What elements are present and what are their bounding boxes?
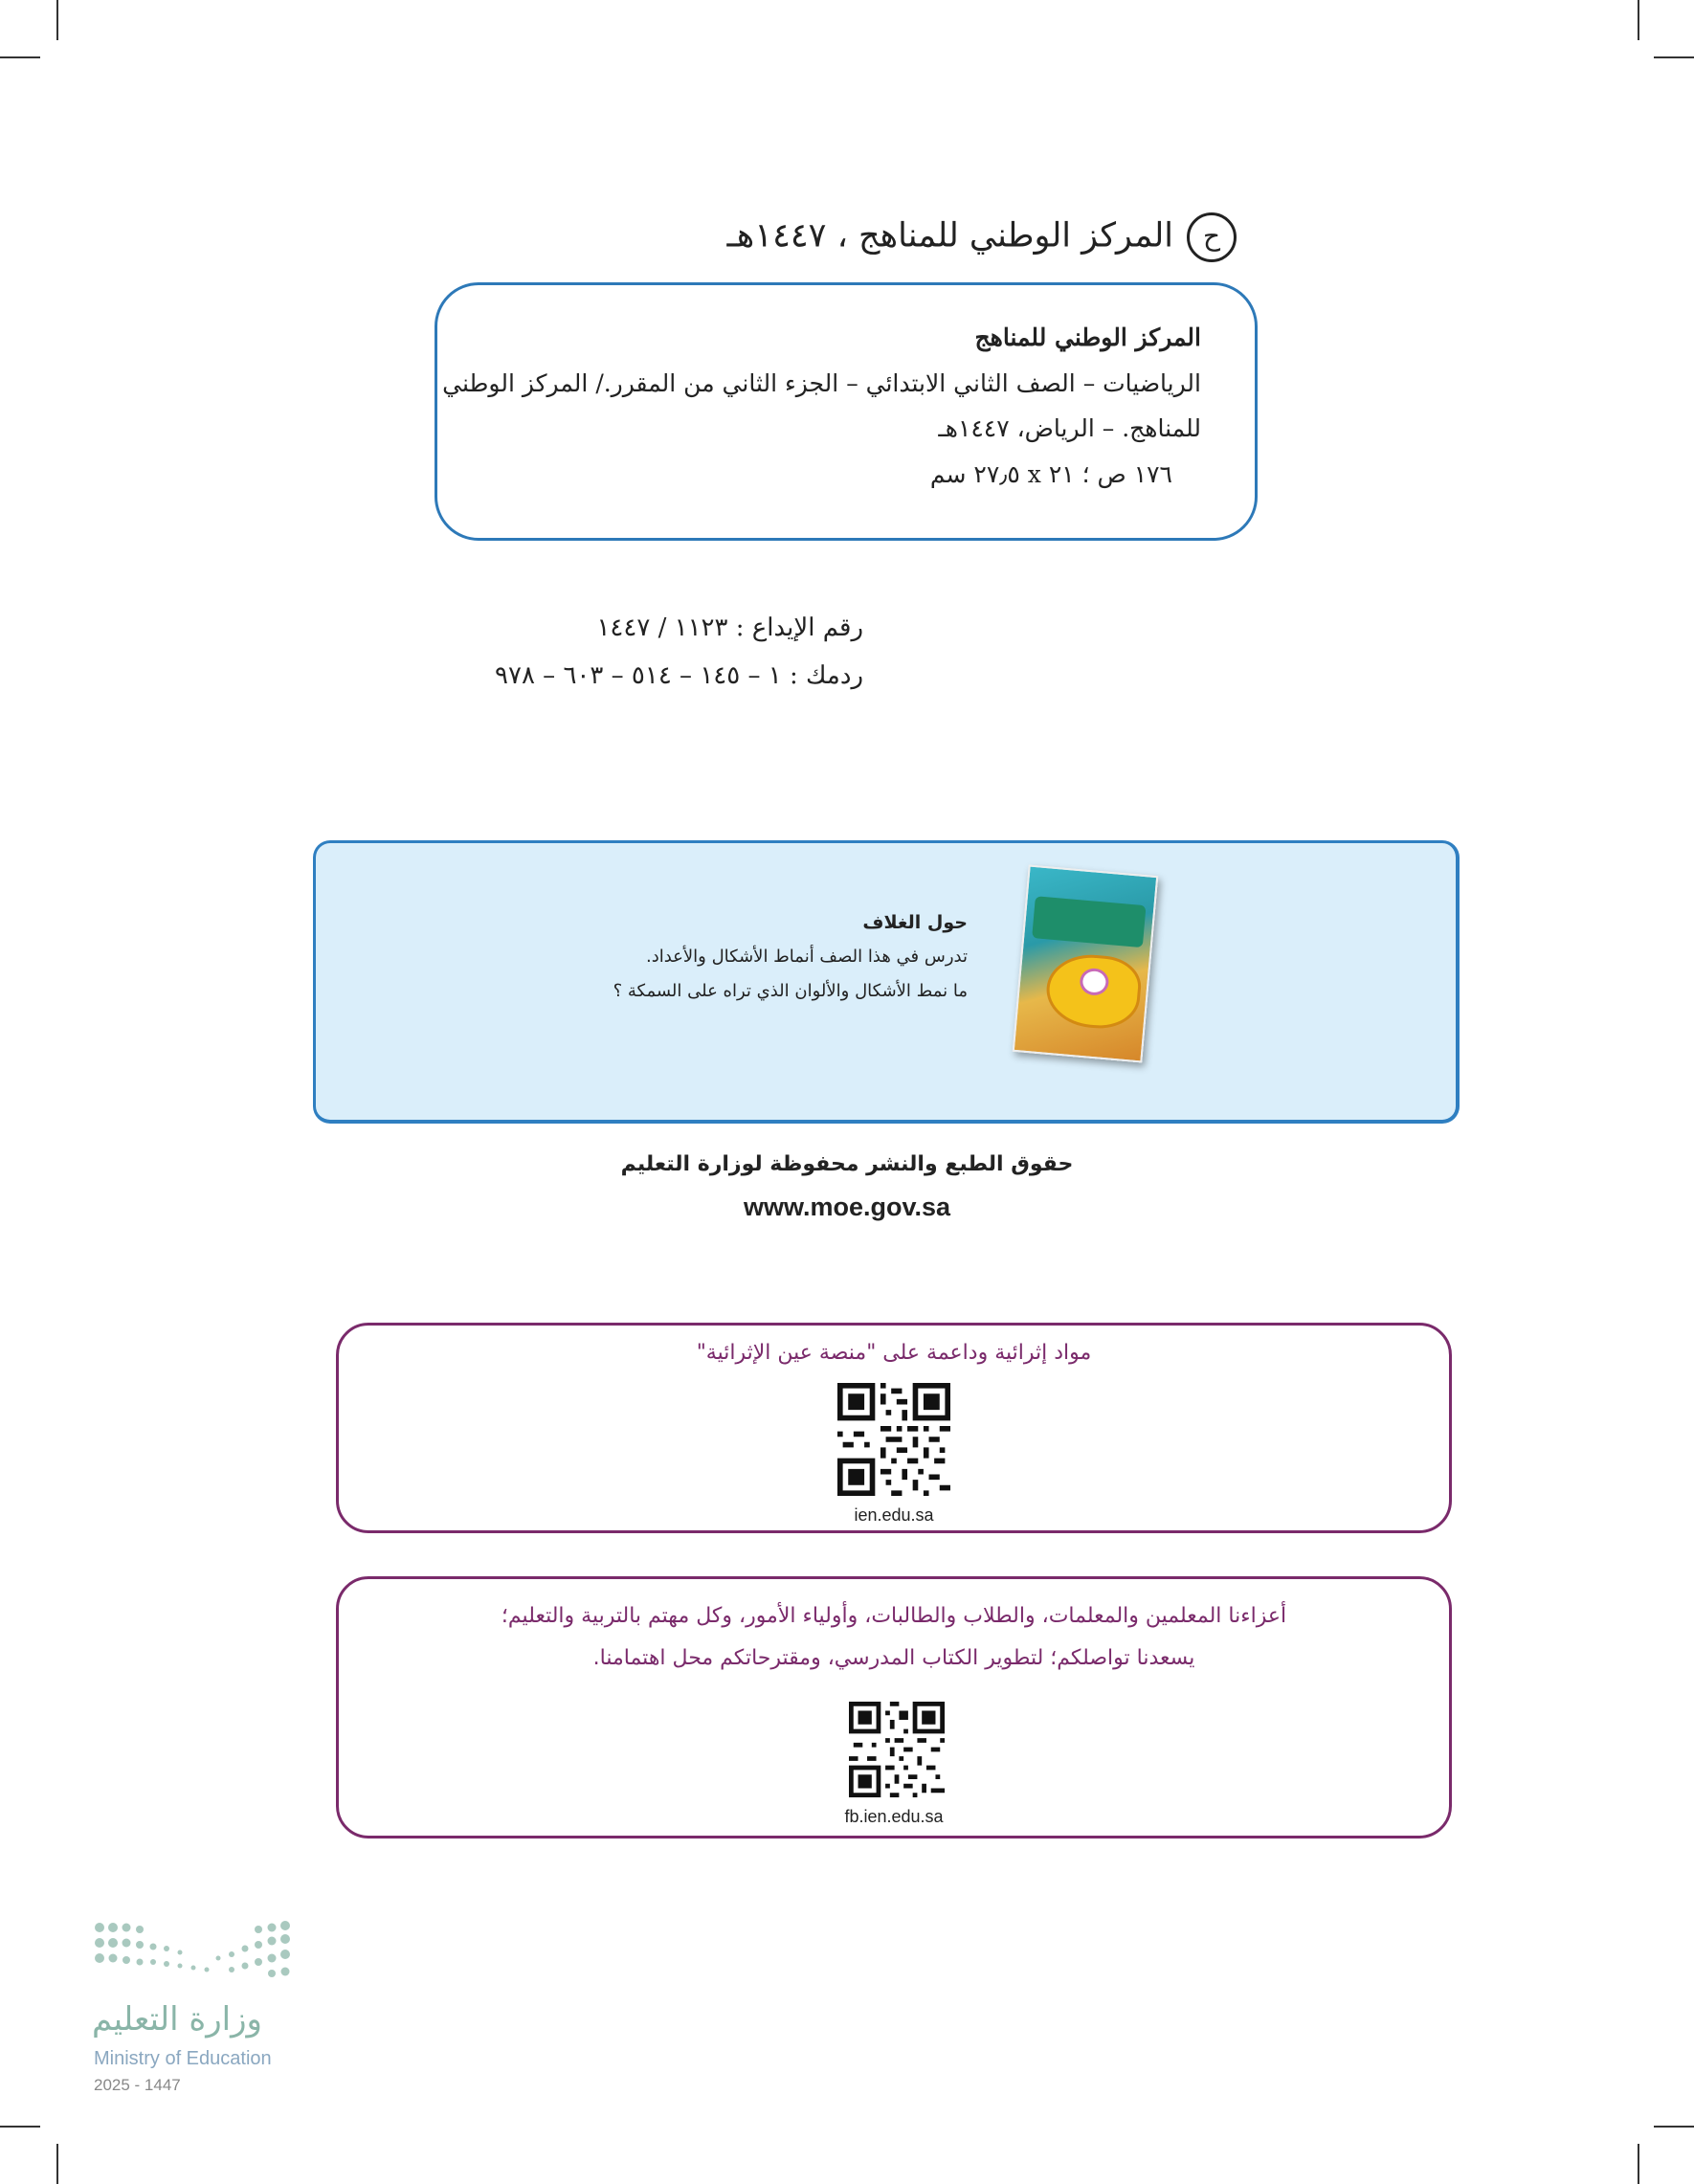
feedback-line-2: يسعدنا تواصلكم؛ لتطوير الكتاب المدرسي، ومقترحاتكم محل اهتمامنا. (592, 1646, 1195, 1670)
feedback-line-1: أعزاءنا المعلمين والمعلمات، والطلاب والطالبات، وأولياء الأمور، وكل مهتم بالتربية والتعليم؛ (501, 1604, 1287, 1628)
cover-heading: حول الغلاف (862, 912, 968, 933)
feedback-url[interactable]: fb.ien.edu.sa (844, 1807, 944, 1826)
crop-mark (56, 0, 58, 40)
copyright-line (727, 212, 1237, 262)
enrichment-box (336, 1323, 1452, 1533)
isbn-number: ردمك : ١ – ١٤٥ – ٥١٤ – ٦٠٣ – ٩٧٨ (495, 661, 863, 690)
ministry-year: 2025 - 1447 (94, 2076, 181, 2094)
enrichment-url[interactable]: ien.edu.sa (854, 1505, 934, 1525)
cataloging-box (435, 282, 1258, 541)
feedback-box (336, 1576, 1452, 1839)
cover-text-line-2: ما نمط الأشكال والألوان الذي تراه على السمكة ؟ (613, 981, 968, 1001)
cover-title-banner (1032, 896, 1146, 947)
catalog-line-1: الرياضيات – الصف الثاني الابتدائي – الجزء الثاني من المقرر./ المركز الوطني (442, 369, 1201, 397)
rights-statement: حقوق الطبع والنشر محفوظة لوزارة التعليم (620, 1152, 1074, 1176)
crop-mark (1654, 2126, 1694, 2128)
ministry-name-arabic: وزارة التعليم (92, 2000, 262, 2039)
catalog-title: المركز الوطني للمناهج (974, 323, 1201, 351)
crop-mark (1654, 56, 1694, 58)
about-cover-box (313, 840, 1460, 1124)
catalog-line-2: للمناهج. – الرياض، ١٤٤٧هـ (938, 414, 1201, 442)
enrichment-text: مواد إثرائية وداعمة على "منصة عين الإثرائية" (696, 1341, 1092, 1365)
crop-mark (0, 2126, 40, 2128)
crop-mark (0, 56, 40, 58)
ministry-logo-icon (94, 1920, 300, 1981)
website-link[interactable]: www.moe.gov.sa (743, 1192, 951, 1221)
crop-mark (1638, 0, 1639, 40)
crop-mark (56, 2144, 58, 2184)
crop-mark (1638, 2144, 1639, 2184)
deposit-number: رقم الإيداع : ١١٢٣ / ١٤٤٧ (596, 613, 863, 642)
ministry-name-english: Ministry of Education (94, 2048, 272, 2069)
copyright-symbol: ح (1187, 212, 1237, 262)
qr-code-icon[interactable] (837, 1383, 950, 1496)
cover-thumbnail-image (1013, 864, 1159, 1062)
catalog-line-3: ١٧٦ ص ؛ ٢١ x ٢٧٫٥ سم (929, 460, 1172, 488)
copyright-text: المركز الوطني للمناهج ، ١٤٤٧هـ (726, 216, 1173, 256)
qr-code-icon[interactable] (849, 1702, 945, 1797)
cover-text-line-1: تدرس في هذا الصف أنماط الأشكال والأعداد. (645, 947, 968, 967)
